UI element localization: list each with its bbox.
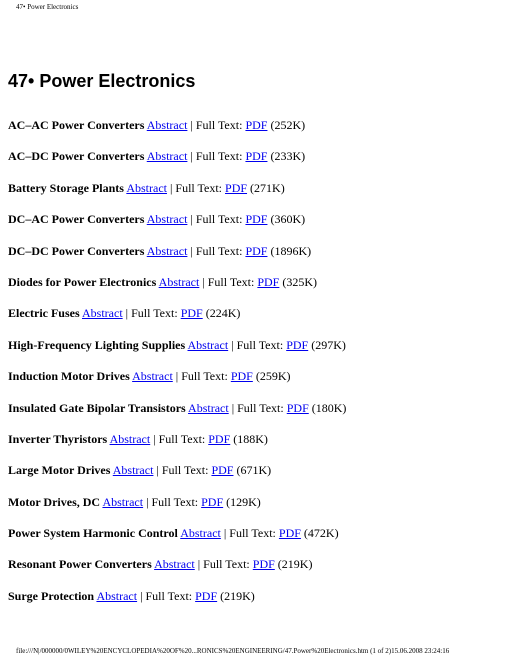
pdf-link[interactable]: PDF xyxy=(201,494,224,509)
article-title: Induction Motor Drives xyxy=(8,369,130,384)
separator: | xyxy=(220,526,230,541)
separator: | xyxy=(187,149,196,164)
list-item xyxy=(8,556,346,587)
pdf-link[interactable]: PDF xyxy=(245,212,268,227)
list-item xyxy=(8,462,346,493)
full-text-label: Full Text: xyxy=(195,118,243,132)
article-title: Battery Storage Plants xyxy=(8,180,124,195)
full-text-label: Full Text: xyxy=(195,212,243,227)
file-size: (219K) xyxy=(277,557,313,572)
article-title: Power System Harmonic Control xyxy=(8,526,178,541)
article-title: High-Frequency Lighting Supplies xyxy=(8,337,186,352)
separator: | xyxy=(150,431,159,446)
article-title: Electric Fuses xyxy=(8,306,80,321)
article-title: DC–AC Power Converters xyxy=(8,212,145,227)
separator: | xyxy=(166,180,176,195)
full-text-label: Full Text: xyxy=(161,463,209,478)
abstract-link[interactable]: Abstract xyxy=(158,274,200,289)
separator: | xyxy=(199,274,208,289)
separator: | xyxy=(194,557,204,572)
list-item xyxy=(8,148,346,179)
full-text-label: Full Text: xyxy=(237,400,284,415)
article-title: Large Motor Drives xyxy=(8,463,111,478)
file-size: (297K) xyxy=(311,337,346,352)
separator: | xyxy=(143,494,152,509)
abstract-link[interactable]: Abstract xyxy=(154,557,195,572)
abstract-link[interactable]: Abstract xyxy=(132,369,173,384)
file-size: (671K) xyxy=(236,463,272,478)
pdf-link[interactable]: PDF xyxy=(245,243,268,258)
article-title: Inverter Thyristors xyxy=(8,431,108,446)
file-size: (271K) xyxy=(250,180,285,195)
article-title: DC–DC Power Converters xyxy=(8,243,145,258)
pdf-link[interactable]: PDF xyxy=(286,400,309,415)
list-item xyxy=(8,368,346,399)
file-size: (219K) xyxy=(220,588,255,603)
abstract-link[interactable]: Abstract xyxy=(126,180,167,195)
list-item xyxy=(8,525,346,556)
full-text-label: Full Text: xyxy=(158,431,206,446)
abstract-link[interactable]: Abstract xyxy=(102,494,144,509)
separator: | xyxy=(187,243,196,258)
article-title: Diodes for Power Electronics xyxy=(8,274,157,289)
list-item xyxy=(8,431,346,462)
file-size: (188K) xyxy=(233,431,268,446)
file-size: (129K) xyxy=(226,494,261,509)
list-item xyxy=(8,243,346,274)
file-size: (180K) xyxy=(311,400,347,415)
list-item xyxy=(8,211,346,242)
abstract-link[interactable]: Abstract xyxy=(187,337,229,352)
separator: | xyxy=(228,337,237,352)
abstract-link[interactable]: Abstract xyxy=(109,431,151,446)
article-title: AC–DC Power Converters xyxy=(8,149,145,164)
file-size: (224K) xyxy=(205,306,241,321)
pdf-link[interactable]: PDF xyxy=(286,337,309,352)
abstract-link[interactable]: Abstract xyxy=(82,306,123,321)
file-size: (360K) xyxy=(270,212,306,227)
full-text-label: Full Text: xyxy=(195,243,243,258)
abstract-link[interactable]: Abstract xyxy=(96,588,138,603)
separator: | xyxy=(153,463,162,478)
article-title: AC–AC Power Converters xyxy=(8,118,145,132)
abstract-link[interactable]: Abstract xyxy=(146,149,188,164)
list-item xyxy=(8,337,346,368)
article-title: Surge Protection xyxy=(8,588,95,603)
full-text-label: Full Text: xyxy=(229,526,276,541)
list-item xyxy=(8,274,346,305)
full-text-label: Full Text: xyxy=(207,274,255,289)
separator: | xyxy=(187,118,196,132)
full-text-label: Full Text: xyxy=(131,306,178,321)
full-text-label: Full Text: xyxy=(145,588,193,603)
pdf-link[interactable]: PDF xyxy=(195,588,218,603)
pdf-link[interactable]: PDF xyxy=(257,274,280,289)
pdf-link[interactable]: PDF xyxy=(245,149,268,164)
pdf-link[interactable]: PDF xyxy=(208,431,231,446)
file-size: (1896K) xyxy=(270,243,312,258)
separator: | xyxy=(228,400,238,415)
file-size: (325K) xyxy=(282,274,318,289)
pdf-link[interactable]: PDF xyxy=(230,369,253,384)
full-text-label: Full Text: xyxy=(203,557,250,572)
article-title: Insulated Gate Bipolar Transistors xyxy=(8,400,186,415)
list-item xyxy=(8,117,346,148)
pdf-link[interactable]: PDF xyxy=(225,180,248,195)
full-text-label: Full Text: xyxy=(175,180,223,195)
separator: | xyxy=(122,306,132,321)
print-header-title: 47• Power Electronics xyxy=(16,3,79,11)
article-list xyxy=(8,117,346,619)
article-title: Motor Drives, DC xyxy=(8,494,101,509)
list-item xyxy=(8,588,346,619)
separator: | xyxy=(172,369,182,384)
separator: | xyxy=(137,588,146,603)
page-title: 47• Power Electronics xyxy=(8,71,196,91)
list-item xyxy=(8,494,346,525)
list-item xyxy=(8,305,346,336)
full-text-label: Full Text: xyxy=(236,337,284,352)
abstract-link[interactable]: Abstract xyxy=(180,526,221,541)
abstract-link[interactable]: Abstract xyxy=(146,212,188,227)
pdf-link[interactable]: PDF xyxy=(252,557,275,572)
full-text-label: Full Text: xyxy=(195,149,243,164)
abstract-link[interactable]: Abstract xyxy=(112,463,154,478)
pdf-link[interactable]: PDF xyxy=(245,118,268,132)
print-footer-path: file:///N|/000000/0WILEY%20ENCYCLOPEDIA%20OF%20...RONICS%20ENGINEERING/47.Power%20Electronics.htm (1 of 2)15.06.2008 23:24:16 xyxy=(16,647,450,655)
full-text-label: Full Text: xyxy=(151,494,199,509)
list-item xyxy=(8,180,346,211)
separator: | xyxy=(187,212,196,227)
article-title: Resonant Power Converters xyxy=(8,557,152,572)
pdf-link[interactable]: PDF xyxy=(180,306,203,321)
pdf-link[interactable]: PDF xyxy=(211,463,234,478)
abstract-link[interactable]: Abstract xyxy=(188,400,229,415)
file-size: (252K) xyxy=(270,118,306,132)
list-item xyxy=(8,400,346,431)
file-size: (472K) xyxy=(303,526,339,541)
full-text-label: Full Text: xyxy=(181,369,228,384)
abstract-link[interactable]: Abstract xyxy=(146,243,188,258)
abstract-link[interactable]: Abstract xyxy=(146,118,188,132)
file-size: (259K) xyxy=(255,369,291,384)
file-size: (233K) xyxy=(270,149,306,164)
pdf-link[interactable]: PDF xyxy=(278,526,301,541)
